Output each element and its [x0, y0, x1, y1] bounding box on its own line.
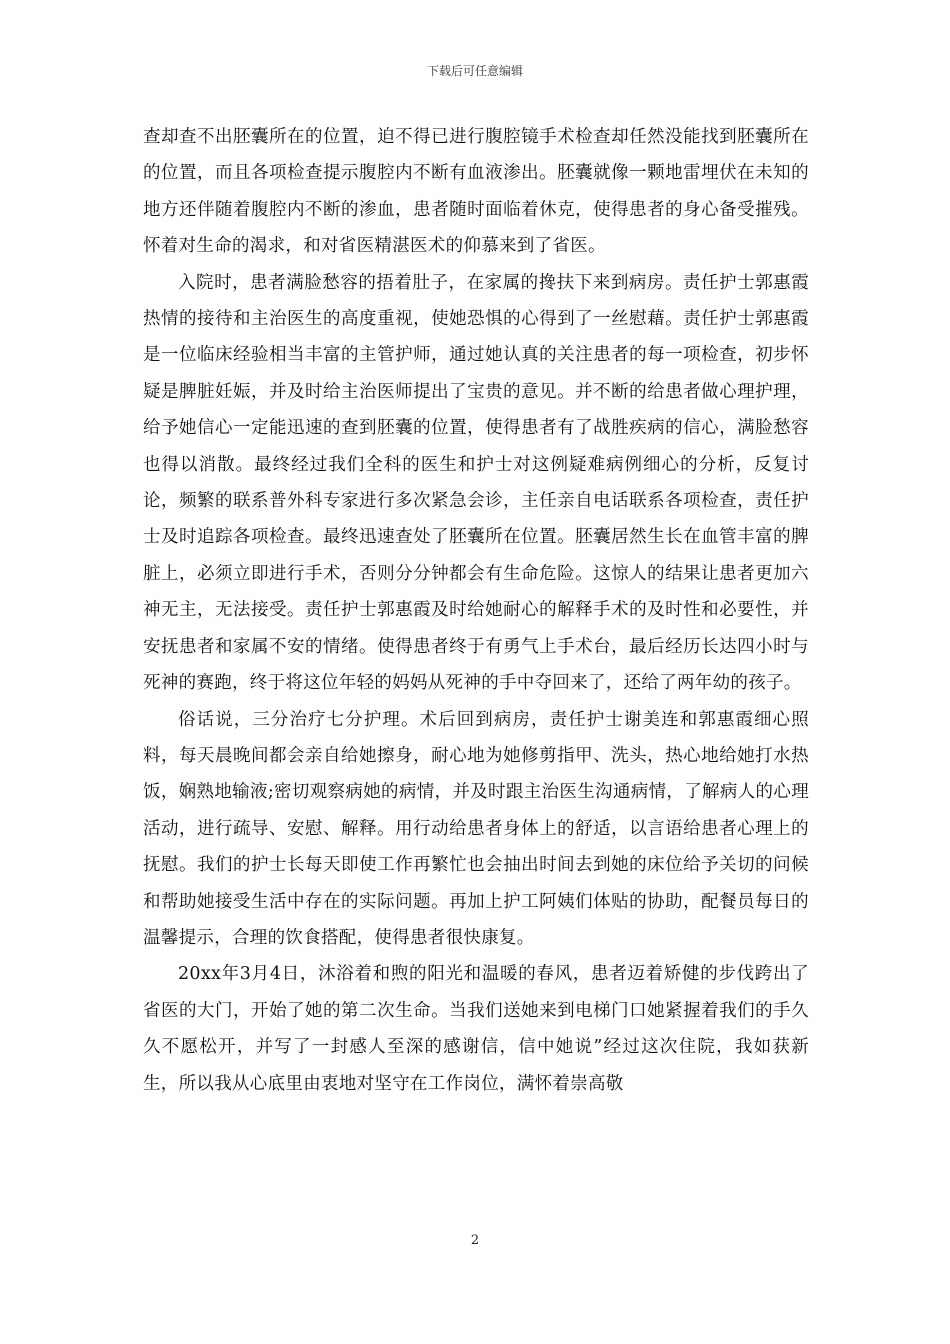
paragraph-nursing-care: 俗话说，三分治疗七分护理。术后回到病房，责任护士谢美连和郭惠霞细心照料，每天晨晚间都会亲自给她擦身，耐心地为她修剪指甲、洗头，热心地给她打水热饭，娴熟地输液;密切观察病她的病情，并及时跟主治医生沟通病情，了解病人的心理活动，进行疏导、安慰、解释。用行动给患者身体上的舒适，以言语给患者心理上的抚慰。我们的护士长每天即使工作再繁忙也会抽出时间去到她的床位给予关切的问候和帮助她接受生活中存在的实际问题。再加上护工阿姨们体贴的协助，配餐员每日的温馨提示，合理的饮食搭配，使得患者很快康复。	[143, 709, 809, 948]
page-number: 2	[470, 1233, 480, 1248]
page-header: 下载后可任意编辑	[426, 64, 523, 78]
paragraph-continuation: 查却查不出胚囊所在的位置，迫不得已进行腹腔镜手术检查却任然没能找到胚囊所在的位置，而且各项检查提示腹腔内不断有血液渗出。胚囊就像一颗地雷埋伏在未知的地方还伴随着腹腔内不断的渗血，患者随时面临着休克，使得患者的身心备受摧残。怀着对生命的渴求，和对省医精湛医术的仰慕来到了省医。	[143, 127, 809, 257]
paragraph-admission: 入院时，患者满脸愁容的捂着肚子，在家属的搀扶下来到病房。责任护士郭惠霞热情的接待和主治医生的高度重视，使她恐惧的心得到了一丝慰藉。责任护士郭惠霞是一位临床经验相当丰富的主管护师，通过她认真的关注患者的每一项检查，初步怀疑是脾脏妊娠，并及时给主治医师提出了宝贵的意见。并不断的给患者做心理护理，给予她信心一定能迅速的查到胚囊的位置，使得患者有了战胜疾病的信心，满脸愁容也得以消散。最终经过我们全科的医生和护士对这例疑难病例细心的分析，反复讨论，频繁的联系普外科专家进行多次紧急会诊，主任亲自电话联系各项检查，责任护士及时追踪各项检查。最终迅速查处了胚囊所在位置。胚囊居然生长在血管丰富的脾脏上，必须立即进行手术，否则分分钟都会有生命危险。这惊人的结果让患者更加六神无主，无法接受。责任护士郭惠霞及时给她耐心的解释手术的及时性和必要性，并安抚患者和家属不安的情绪。使得患者终于有勇气上手术台，最后经历长达四小时与死神的赛跑，终于将这位年轻的妈妈从死神的手中夺回来了，还给了两年幼的孩子。	[143, 272, 809, 694]
document-body	[143, 119, 809, 1102]
paragraph-discharge: 20xx年3月4日，沐浴着和煦的阳光和温暖的春风，患者迈着矫健的步伐跨出了省医的大门，开始了她的第二次生命。当我们送她来到电梯门口她紧握着我们的手久久不愿松开，并写了一封感人至深的感谢信，信中她说”经过这次住院，我如获新生，所以我从心底里由衷地对坚守在工作岗位，满怀着崇高敬	[143, 964, 809, 1094]
